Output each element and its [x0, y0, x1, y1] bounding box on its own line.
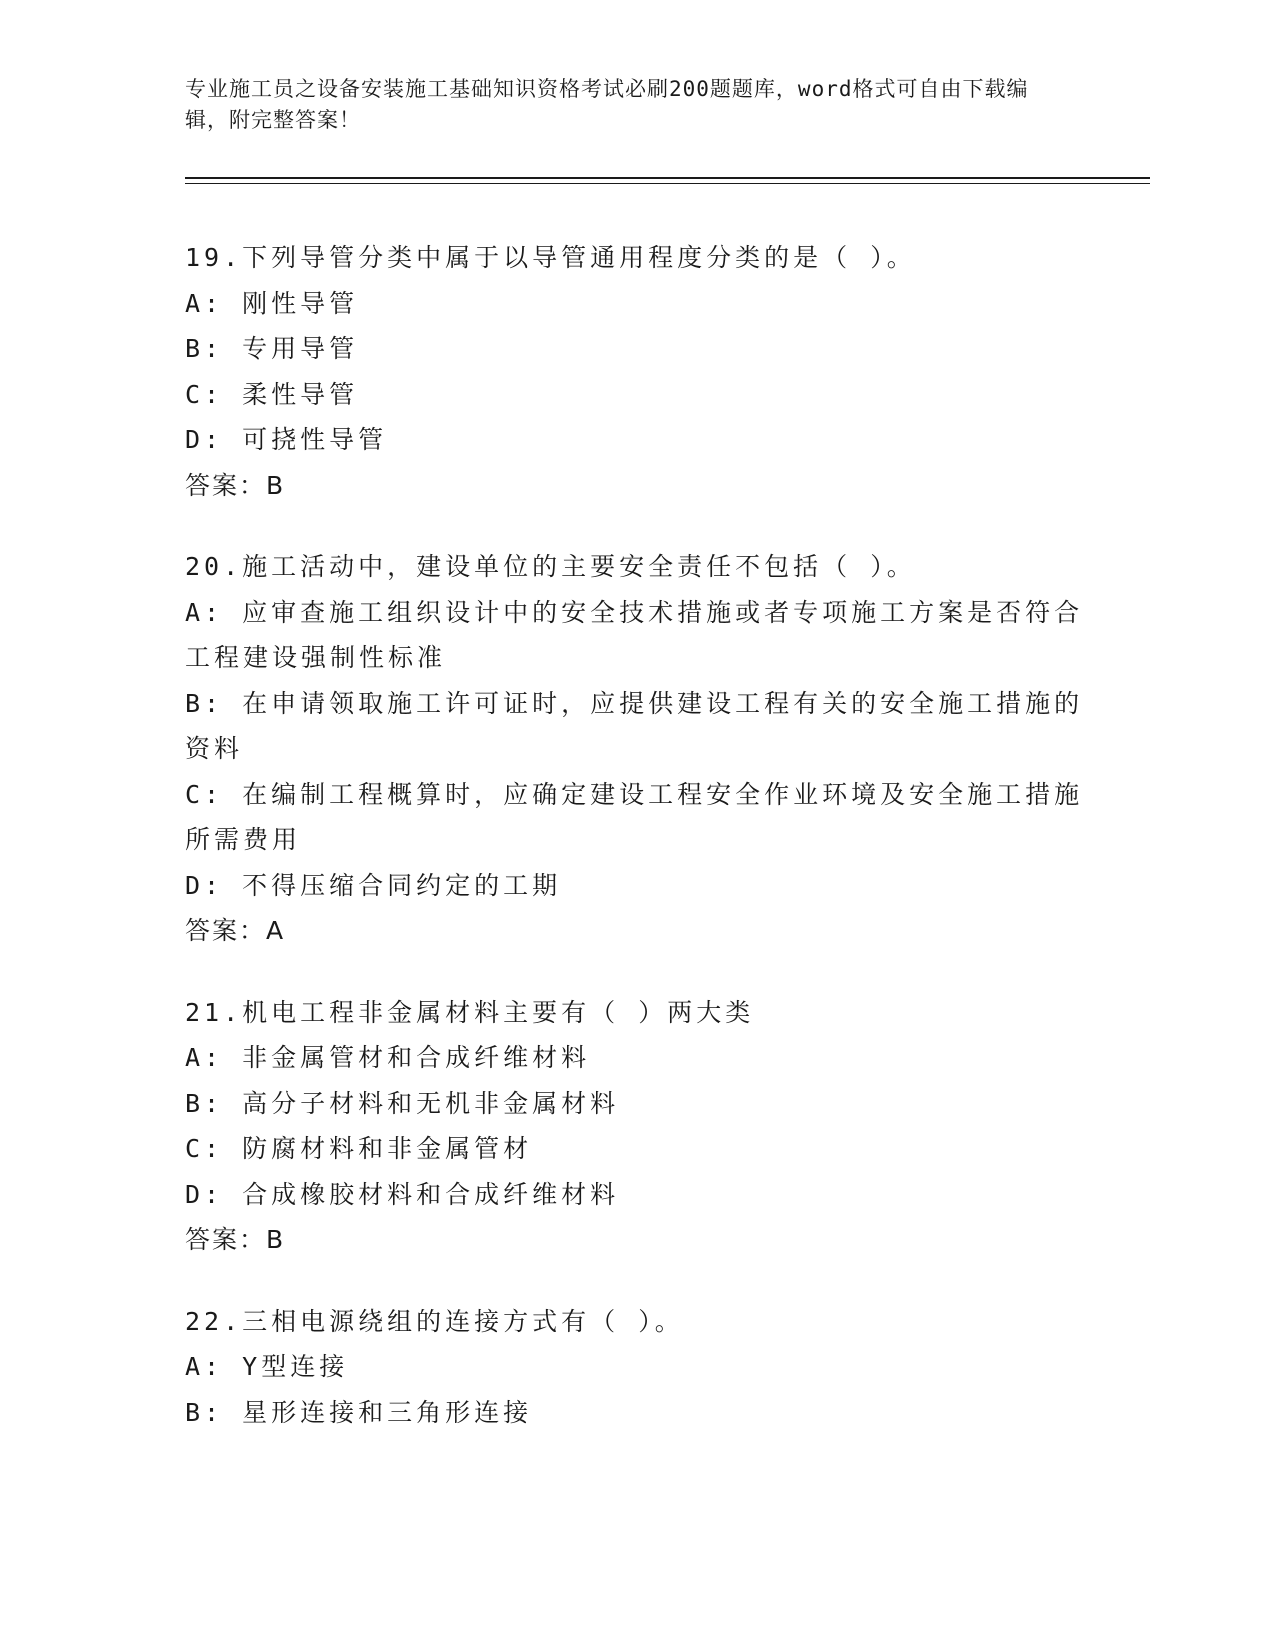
question-list	[185, 235, 1085, 1471]
option-a: A: 应审查施工组织设计中的安全技术措施或者专项施工方案是否符合工程建设强制性标准	[185, 597, 1084, 672]
option-b: B: 专用导管	[185, 334, 359, 363]
option-a: A: 非金属管材和合成纤维材料	[185, 1043, 591, 1072]
option-d: D: 合成橡胶材料和合成纤维材料	[185, 1179, 620, 1209]
option-a: A: 刚性导管	[185, 288, 359, 318]
option-b: B: 星形连接和三角形连接	[185, 1397, 533, 1427]
option-b: B: 高分子材料和无机非金属材料	[185, 1088, 620, 1118]
option-b: B: 在申请领取施工许可证时，应提供建设工程有关的安全施工措施的资料	[185, 688, 1084, 763]
document-header: 专业施工员之设备安装施工基础知识资格考试必刷200题题库，word格式可自由下载编辑，附完整答案！	[185, 77, 1029, 132]
question-21	[185, 990, 1085, 1263]
option-d: D: 可挠性导管	[185, 425, 388, 454]
option-c: C: 柔性导管	[185, 379, 359, 409]
question-title: 19.下列导管分类中属于以导管通用程度分类的是（ ）。	[185, 243, 916, 272]
answer: 答案：A	[185, 916, 286, 945]
option-c: C: 防腐材料和非金属管材	[185, 1134, 533, 1163]
question-title: 20.施工活动中，建设单位的主要安全责任不包括（ ）。	[185, 552, 916, 581]
question-19	[185, 235, 1085, 508]
answer: 答案：B	[185, 470, 286, 500]
answer: 答案：B	[185, 1225, 286, 1254]
option-d: D: 不得压缩合同约定的工期	[185, 870, 562, 900]
question-title: 21.机电工程非金属材料主要有（ ）两大类	[185, 997, 755, 1027]
header-divider-thick	[185, 177, 1150, 179]
header-divider-thin	[185, 183, 1150, 184]
option-a: A: Y型连接	[185, 1352, 349, 1381]
option-c: C: 在编制工程概算时，应确定建设工程安全作业环境及安全施工措施所需费用	[185, 779, 1084, 854]
question-22	[185, 1299, 1085, 1436]
question-20	[185, 544, 1085, 954]
question-title: 22.三相电源绕组的连接方式有（ ）。	[185, 1306, 684, 1336]
